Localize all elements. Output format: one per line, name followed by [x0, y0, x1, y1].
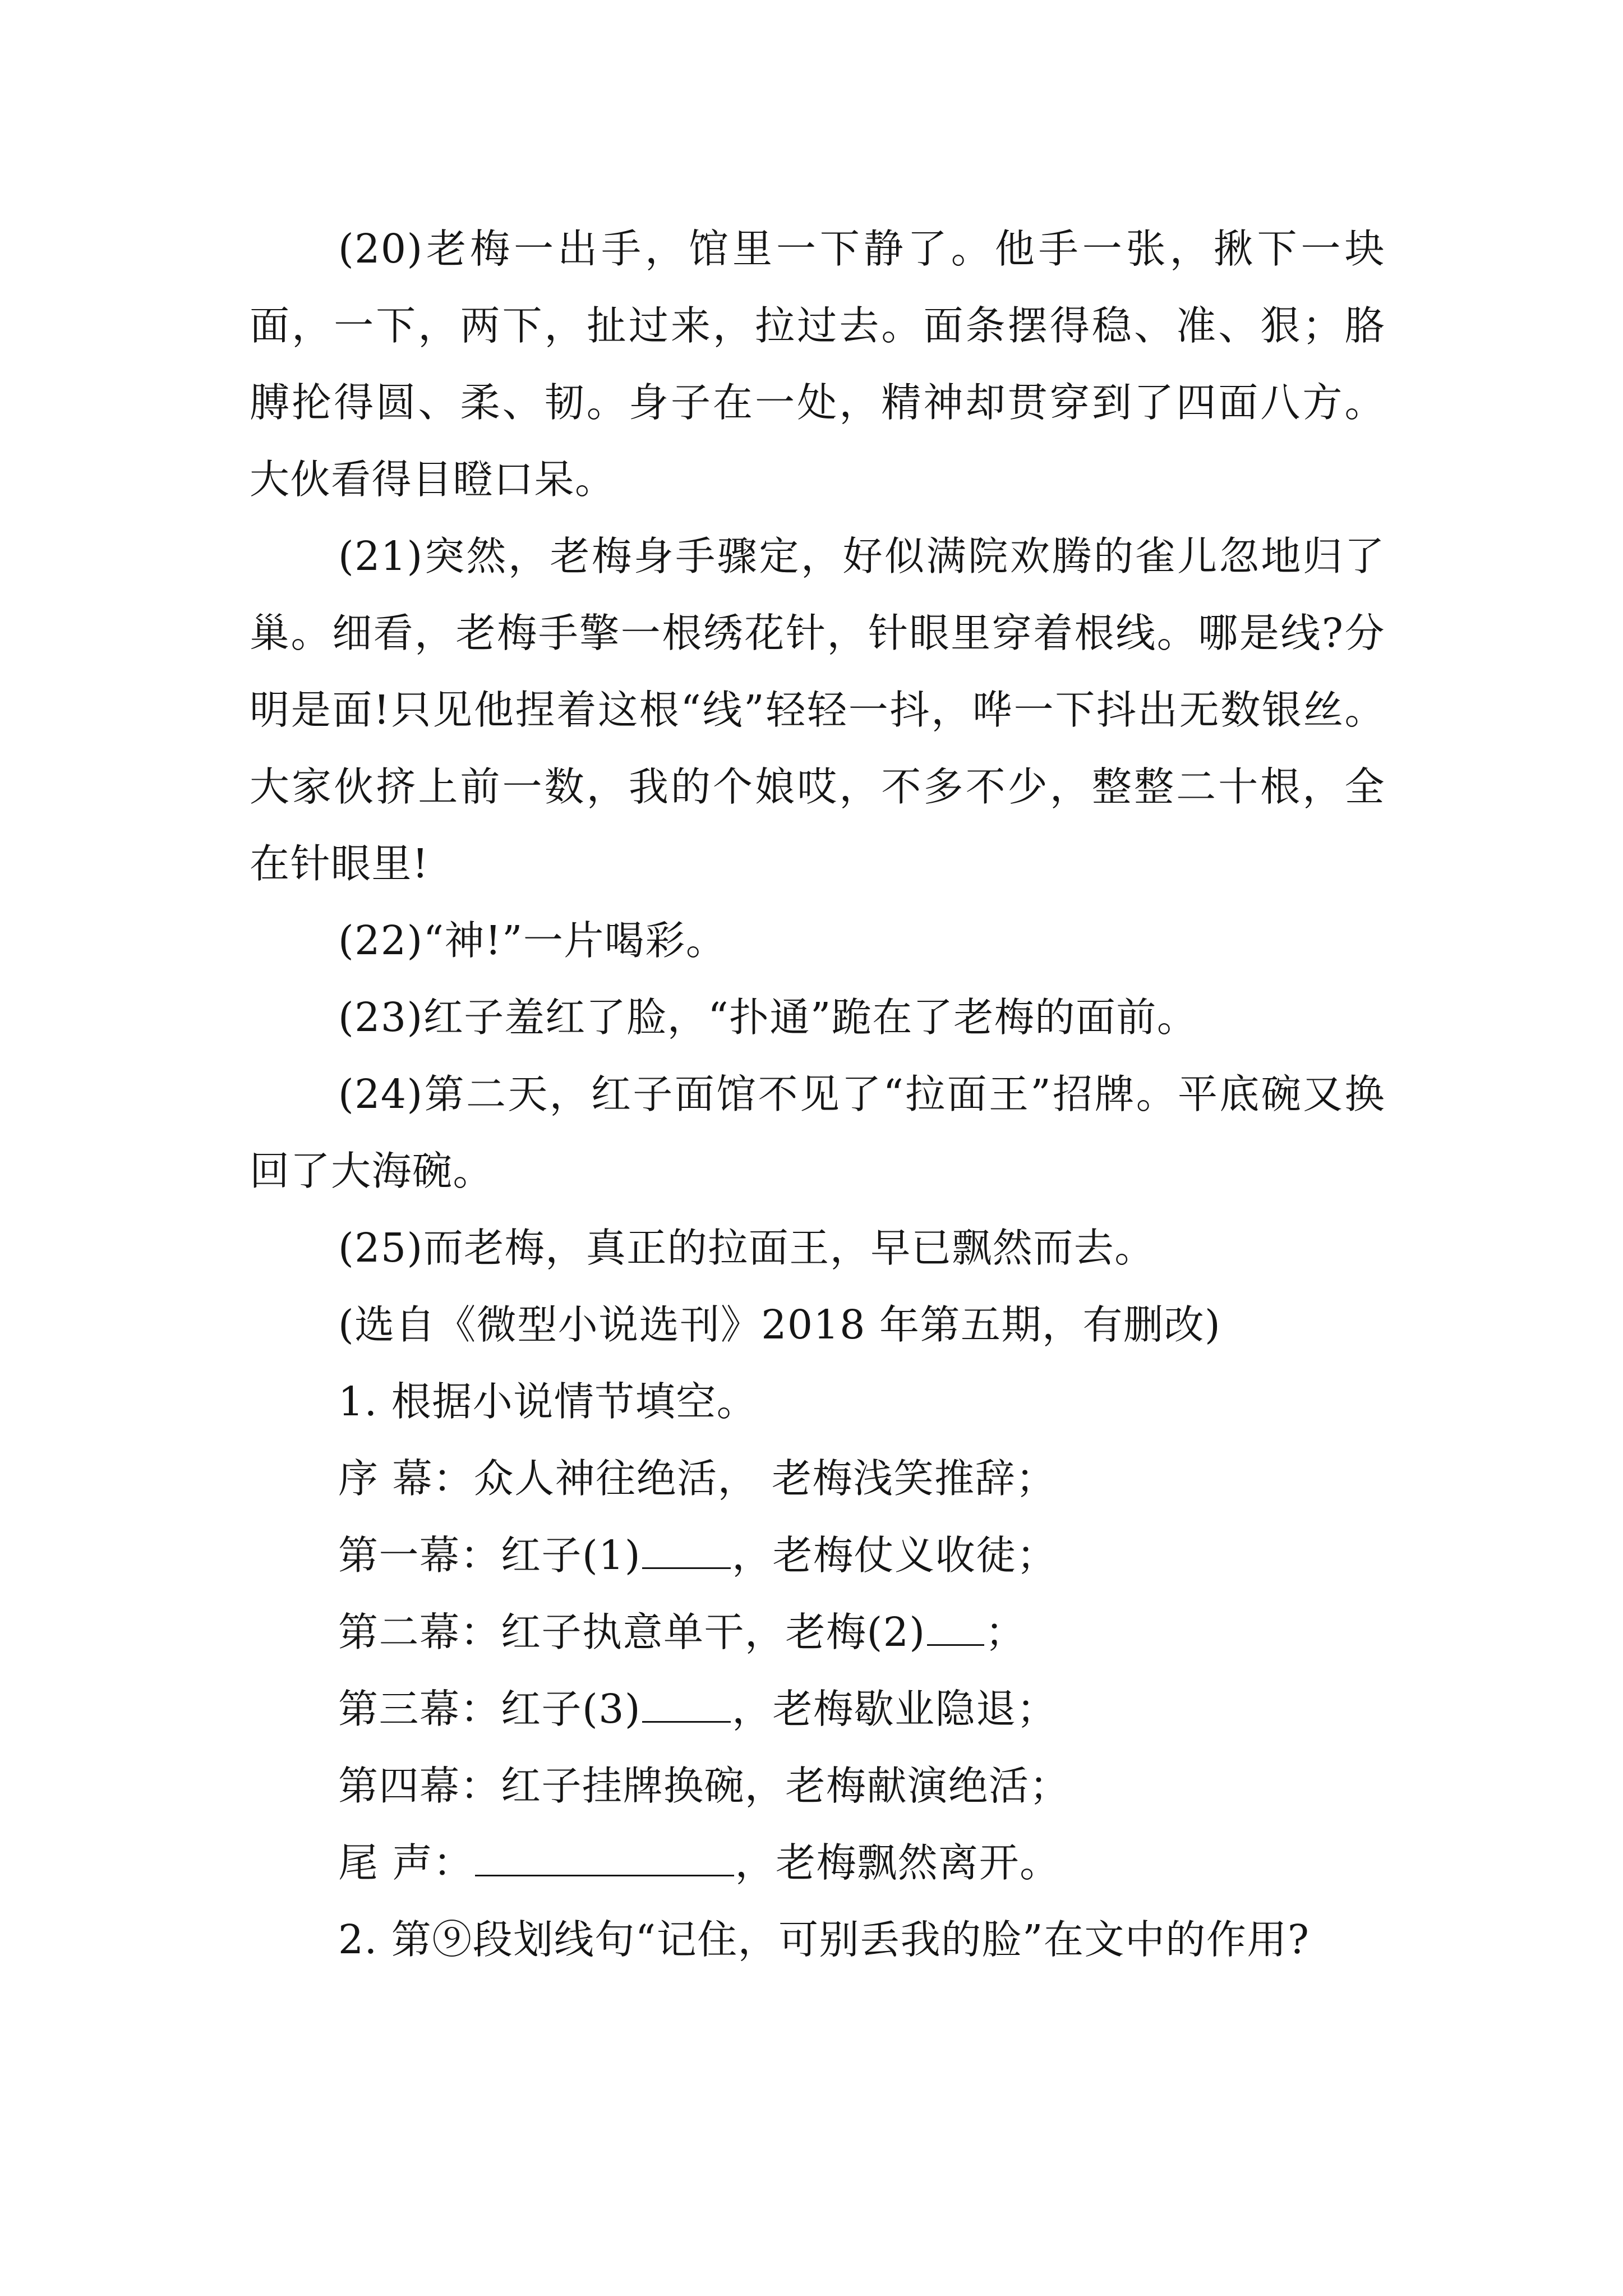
paragraph-22: (22)“神!”一片喝彩。	[338, 917, 727, 964]
act-text: 众人神往绝活， 老梅浅笑推辞；	[473, 1455, 1057, 1502]
paragraph-25: (25)而老梅，真正的拉面王，早已飘然而去。	[338, 1225, 1155, 1271]
answer-blank-3[interactable]	[642, 1720, 731, 1723]
document-page	[250, 210, 1385, 1978]
source-citation: (选自《微型小说选刊》2018 年第五期，有删改)	[338, 1301, 1221, 1348]
paragraph-21: (21)突然，老梅身手骤定，好似满院欢腾的雀儿忽地归了巢。细看，老梅手擎一根绣花针，针眼里穿着根线。哪是线?分明是面!只见他捏着这根“线”轻轻一抖，哗一下抖出无数银丝。大家伙挤上前一数，我的个娘哎，不多不少，整整二十根，全在针眼里!	[250, 533, 1385, 887]
paragraph-24: (24)第二天，红子面馆不见了“拉面王”招牌。平底碗又换回了大海碗。	[250, 1071, 1385, 1194]
act-text: ，老梅仗义收徒；	[732, 1532, 1058, 1579]
act-label: 尾 声：	[338, 1839, 474, 1886]
act-text: 红子挂牌换碗，老梅献演绝活；	[501, 1763, 1071, 1809]
answer-blank-epilogue[interactable]	[475, 1874, 734, 1876]
act-label: 第一幕：	[338, 1532, 501, 1579]
answer-blank-2[interactable]	[927, 1644, 984, 1646]
act-text: ，老梅飘然离开。	[735, 1839, 1061, 1886]
act-text: 红子(1)	[501, 1532, 642, 1579]
question-2-prompt: 2. 第⑨段划线句“记住，可别丢我的脸”在文中的作用?	[338, 1916, 1310, 1963]
paragraph-20: (20)老梅一出手，馆里一下静了。他手一张，揪下一块面，一下，两下，扯过来，拉过去。面条摆得稳、准、狠；胳膊抡得圆、柔、韧。身子在一处，精神却贯穿到了四面八方。大伙看得目瞪口呆。	[250, 226, 1385, 503]
act-text: ；	[985, 1609, 1026, 1655]
act-text: 红子(3)	[501, 1686, 642, 1732]
act-label: 第二幕：	[338, 1609, 501, 1655]
act-4	[250, 1747, 1385, 1824]
act-1	[250, 1517, 1385, 1594]
act-label: 第四幕：	[338, 1763, 501, 1809]
act-prologue	[250, 1440, 1385, 1517]
paragraph-23: (23)红子羞红了脸，“扑通”跪在了老梅的面前。	[338, 994, 1198, 1041]
act-text: 红子执意单干，老梅(2)	[501, 1609, 926, 1655]
act-text: ，老梅歇业隐退；	[732, 1686, 1058, 1732]
act-3	[250, 1671, 1385, 1747]
act-label: 第三幕：	[338, 1686, 501, 1732]
question-1-prompt: 1. 根据小说情节填空。	[338, 1378, 758, 1425]
act-2	[250, 1594, 1385, 1671]
answer-blank-1[interactable]	[642, 1567, 731, 1569]
act-label: 序 幕：	[338, 1455, 474, 1502]
act-epilogue	[250, 1824, 1385, 1901]
